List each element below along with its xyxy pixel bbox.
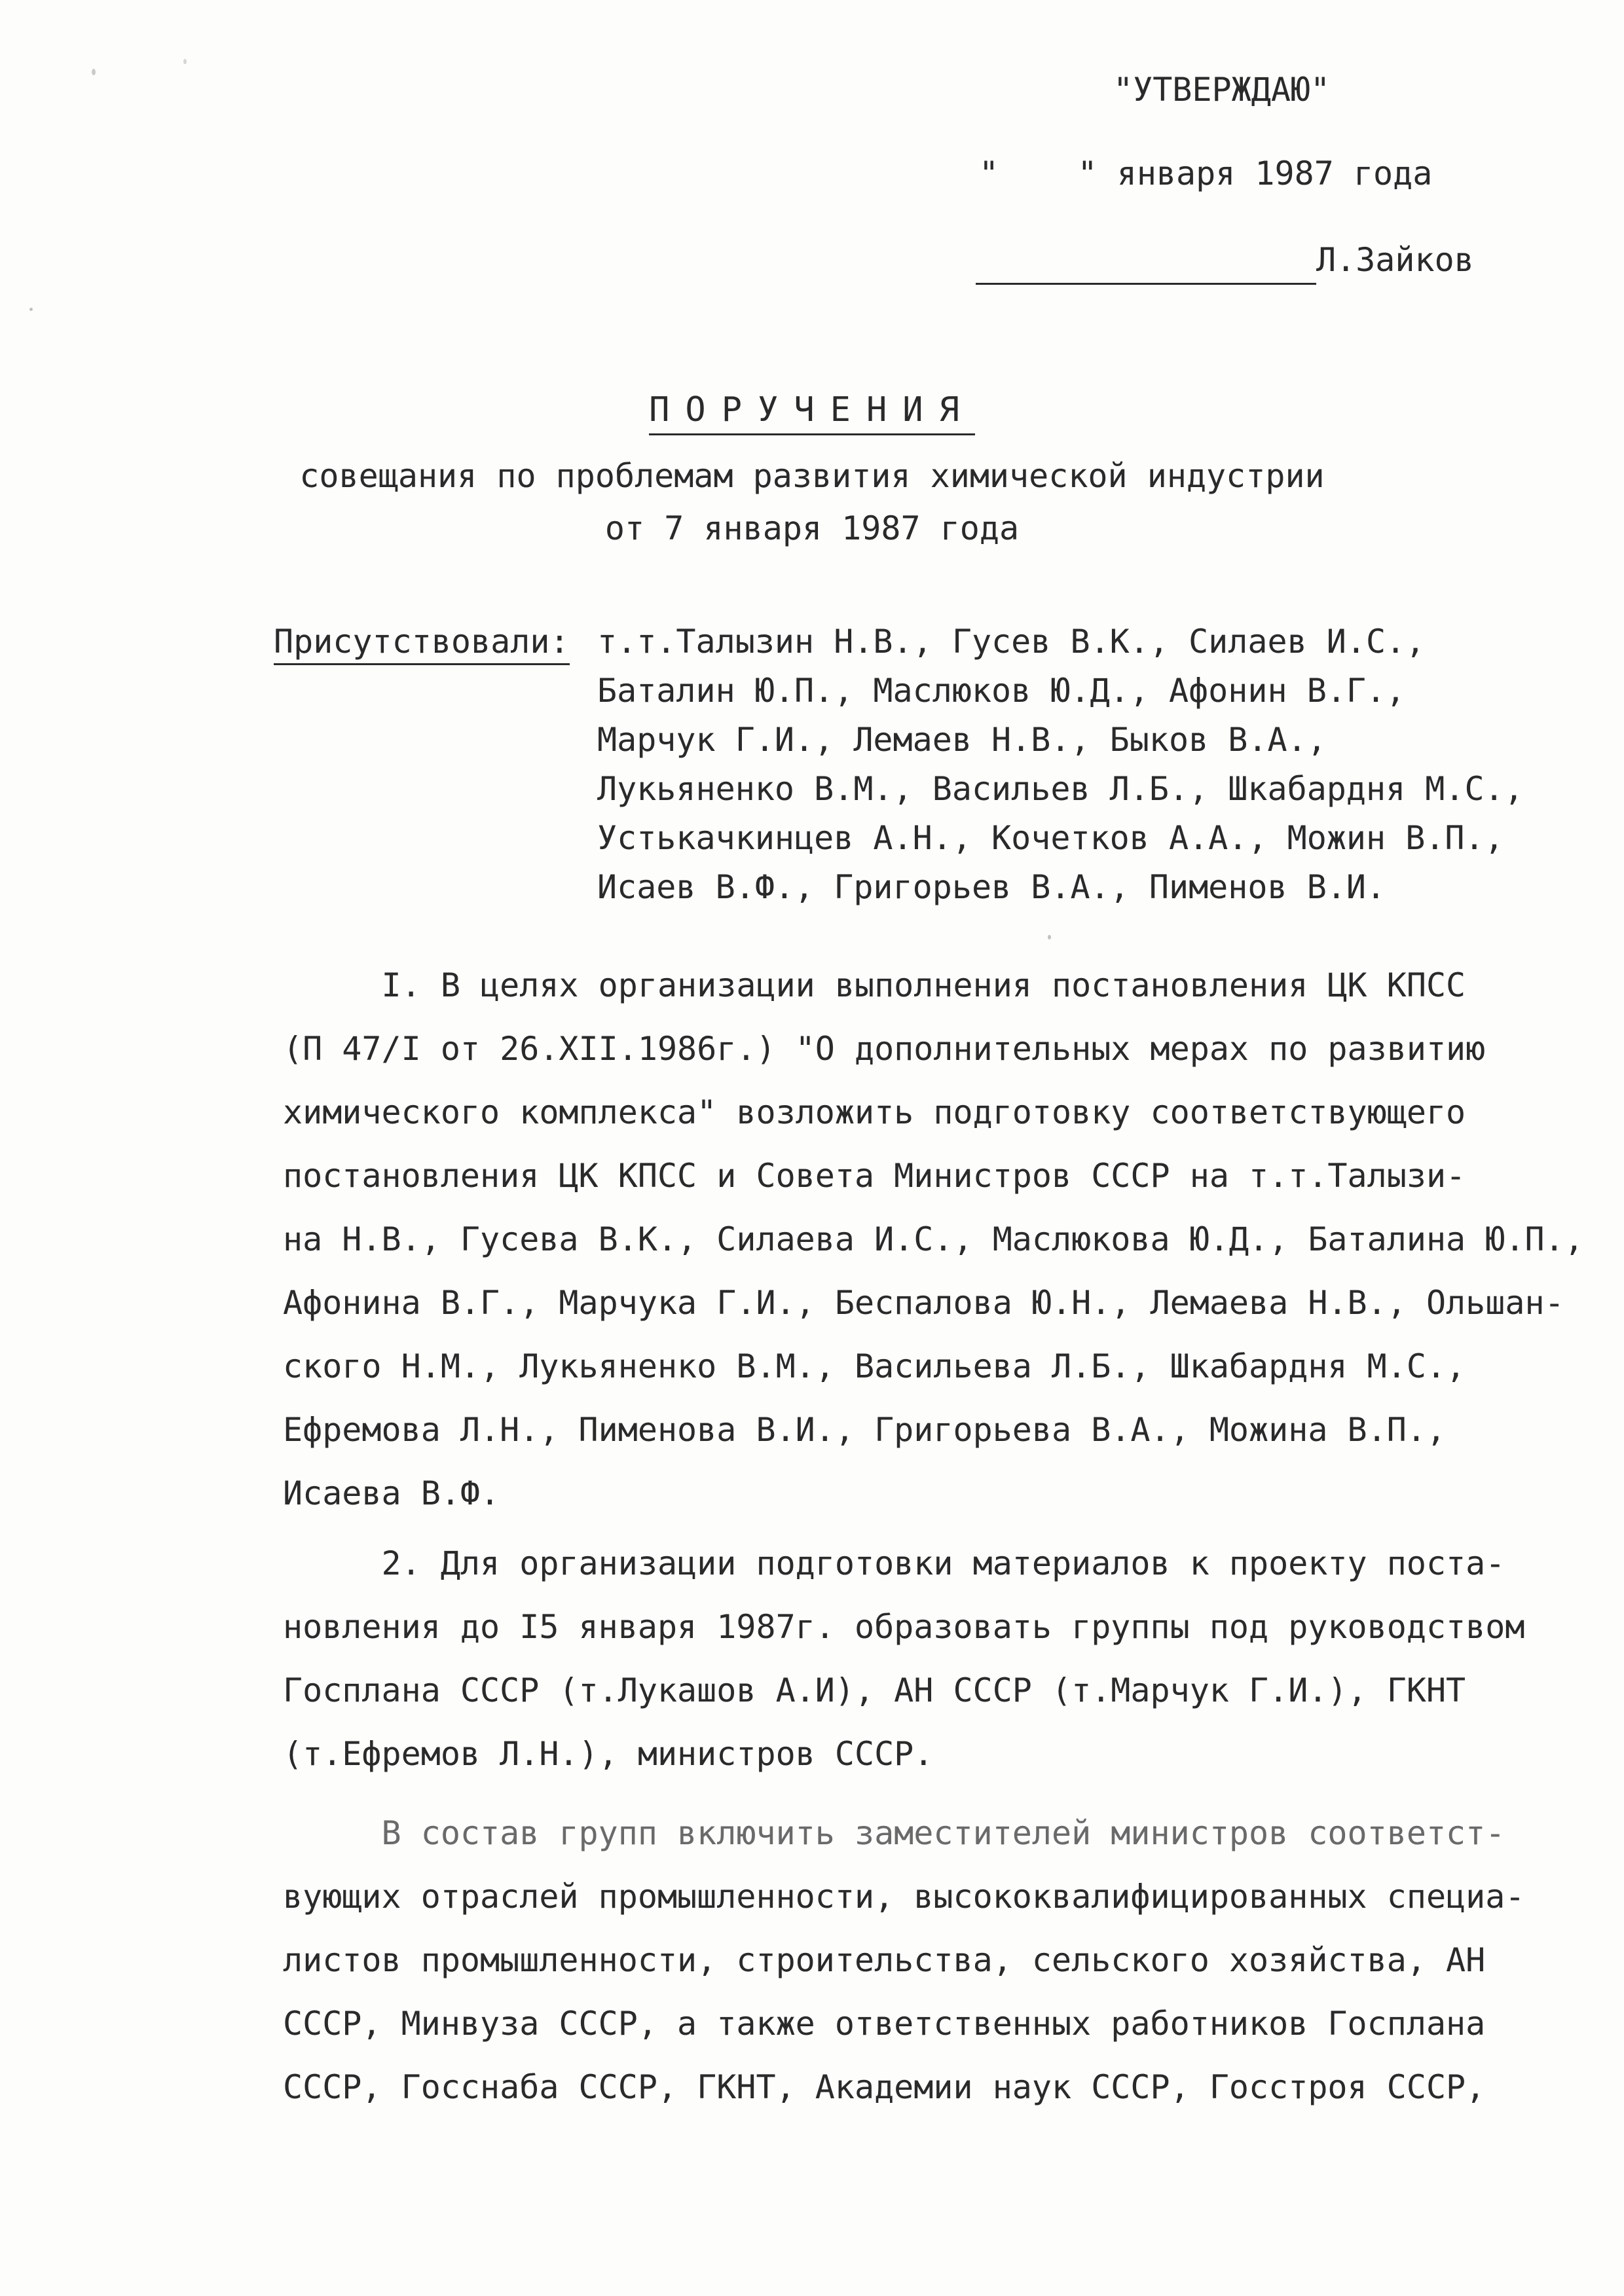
paragraph-1-line: Афонина В.Г., Марчука Г.И., Беспалова Ю.Н., Лемаева Н.В., Ольшан- [283, 1284, 1564, 1322]
paragraph-1-line: постановления ЦК КПСС и Совета Министров СССР на т.т.Талызи- [283, 1157, 1466, 1195]
paragraph-3-line: СССР, Минвуза СССР, а также ответственных работников Госплана [283, 2005, 1486, 2043]
paragraph-3-line: листов промышленности, строительства, сельского хозяйства, АН [283, 1941, 1486, 1979]
document-title [0, 390, 1624, 429]
attendees-line: Устькачкинцев А.Н., Кочетков А.А., Можин В.П., [597, 819, 1504, 857]
scan-speck [183, 59, 187, 64]
signer-name: Л.Зайков [1316, 241, 1474, 279]
paragraph-2-line: Госплана СССР (т.Лукашов А.И), АН СССР (т.Марчук Г.И.), ГКНТ [283, 1671, 1466, 1709]
paragraph-3-line: вующих отраслей промышленности, высококвалифицированных специа- [283, 1878, 1525, 1916]
document-subtitle: совещания по проблемам развития химической индустрии [299, 457, 1325, 495]
paragraph-1-line: Ефремова Л.Н., Пименова В.И., Григорьева В.А., Можина В.П., [283, 1411, 1447, 1449]
paragraph-2-line: (т.Ефремов Л.Н.), министров СССР. [283, 1735, 934, 1773]
paragraph-2-line: новления до I5 января 1987г. образовать группы под руководством [283, 1608, 1525, 1646]
paragraph-1-line: на Н.В., Гусева В.К., Силаева И.С., Маслюкова Ю.Д., Баталина Ю.П., [283, 1220, 1584, 1258]
scan-speck [29, 308, 33, 311]
paragraph-3-line: СССР, Госснаба СССР, ГКНТ, Академии наук СССР, Госстроя СССР, [283, 2068, 1486, 2106]
paragraph-2-line: 2. Для организации подготовки материалов к проекту поста- [283, 1544, 1505, 1582]
approve-stamp: "УТВЕРЖДАЮ" [1113, 71, 1331, 109]
attendees-line: т.т.Талызин Н.В., Гусев В.К., Силаев И.С., [597, 623, 1426, 661]
paragraph-3-line: В состав групп включить заместителей министров соответст- [283, 1814, 1505, 1852]
paragraph-1-line: химического комплекса" возложить подготовку соответствующего [283, 1093, 1466, 1131]
scan-speck [92, 69, 96, 75]
document-title-text: ПОРУЧЕНИЯ [649, 390, 975, 435]
paragraph-1-line: I. В целях организации выполнения постановления ЦК КПСС [283, 966, 1466, 1004]
scan-speck [1048, 935, 1051, 939]
attendees-line: Баталин Ю.П., Маслюков Ю.Д., Афонин В.Г., [597, 672, 1406, 710]
document-date: от 7 января 1987 года [604, 509, 1020, 547]
attendees-label [274, 623, 570, 661]
attendees-line: Лукьяненко В.М., Васильев Л.Б., Шкабардня М.С., [597, 770, 1524, 808]
attendees-line: Марчук Г.И., Лемаев Н.В., Быков В.А., [597, 721, 1327, 759]
paragraph-1-line: ского Н.М., Лукьяненко В.М., Васильева Л.Б., Шкабардня М.С., [283, 1347, 1466, 1385]
signature-line [976, 283, 1316, 285]
paragraph-1-line: (П 47/I от 26.XII.1986г.) "О дополнительных мерах по развитию [283, 1030, 1486, 1068]
approval-date: " " января 1987 года [979, 155, 1433, 192]
attendees-line: Исаев В.Ф., Григорьев В.А., Пименов В.И. [597, 868, 1386, 906]
attendees-label-text: Присутствовали: [274, 623, 570, 665]
paragraph-1-line: Исаева В.Ф. [283, 1474, 500, 1512]
